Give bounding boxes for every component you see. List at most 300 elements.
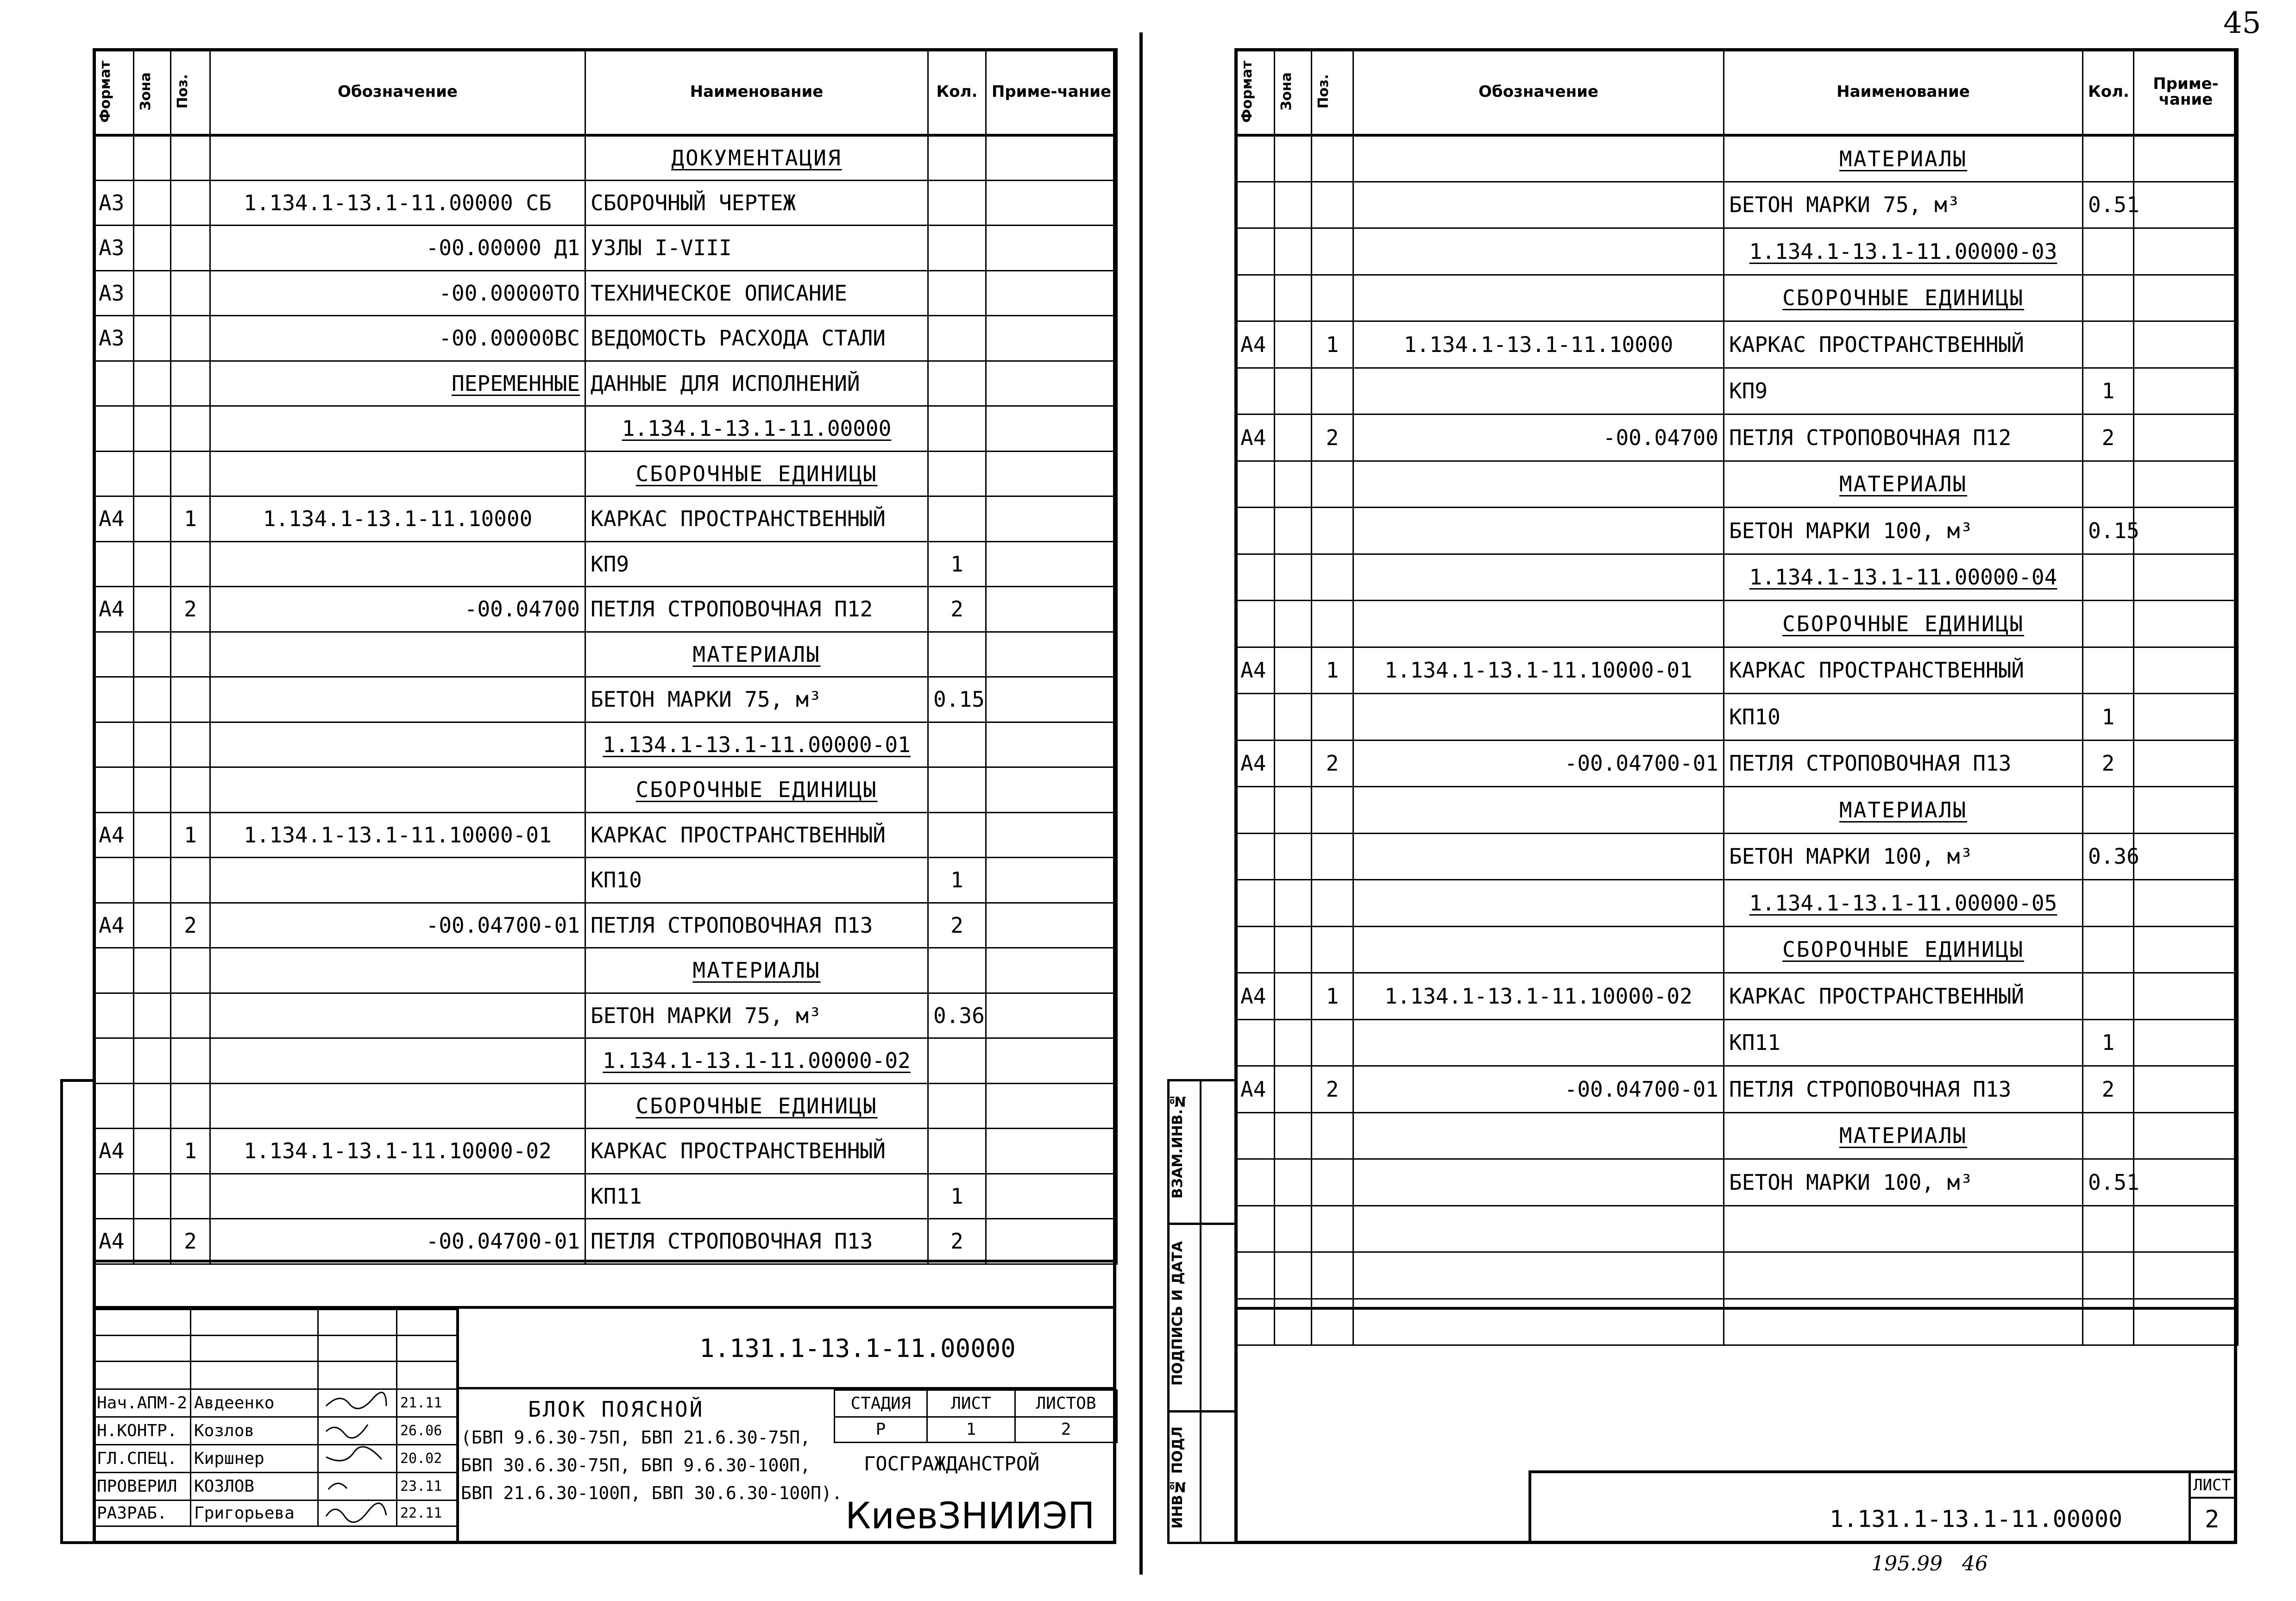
format-cell	[94, 993, 134, 1038]
zone-cell	[1275, 787, 1312, 834]
table-header-row	[1235, 49, 2238, 135]
name-cell: ДАННЫЕ ДЛЯ ИСПОЛНЕНИЙ	[585, 361, 928, 406]
name-cell: 1.134.1-13.1-11.00000-03	[1724, 228, 2083, 275]
qty-cell: 2	[2083, 740, 2134, 787]
signature-4	[318, 1473, 397, 1501]
right-sheet-number: 2	[2205, 1506, 2220, 1533]
name-cell: 1.134.1-13.1-11.00000-01	[585, 722, 928, 767]
designation-cell: 1.134.1-13.1-11.10000-02	[210, 1129, 585, 1174]
table-row	[1235, 880, 2238, 927]
format-cell	[1235, 601, 1275, 647]
table-row	[94, 812, 1117, 858]
format-cell	[1235, 1112, 1275, 1159]
side-label-vzam: ВЗАМ.ИНВ.№	[1170, 1093, 1186, 1199]
zone-cell	[1275, 275, 1312, 321]
name-5: Григорьева	[191, 1501, 318, 1526]
note-cell	[2134, 182, 2238, 228]
zone-cell	[134, 1219, 171, 1264]
table-row	[94, 948, 1117, 993]
format-cell: А4	[1235, 414, 1275, 461]
name-cell: ПЕТЛЯ СТРОПОВОЧНАЯ П12	[1724, 414, 2083, 461]
format-cell: А4	[94, 1129, 134, 1174]
format-cell	[1235, 508, 1275, 554]
zone-cell	[1275, 833, 1312, 880]
pos-cell	[171, 1083, 210, 1129]
zone-cell	[134, 270, 171, 316]
designation-cell	[1353, 182, 1724, 228]
signature-3	[318, 1445, 397, 1473]
qty-cell	[2083, 228, 2134, 275]
pos-cell: 1	[1312, 647, 1353, 694]
designation-cell	[210, 677, 585, 722]
signature-2	[318, 1417, 397, 1445]
table-row	[1235, 1299, 2238, 1345]
format-cell	[94, 858, 134, 903]
zone-cell	[1275, 135, 1312, 182]
name-cell: ПЕТЛЯ СТРОПОВОЧНАЯ П13	[585, 1219, 928, 1264]
format-cell: А3	[94, 226, 134, 271]
table-row	[1235, 1252, 2238, 1299]
qty-cell: 1	[928, 858, 986, 903]
pos-cell: 2	[1312, 414, 1353, 461]
right-drawing-code: 1.131.1-13.1-11.00000	[1830, 1506, 2123, 1532]
zone-cell	[1275, 973, 1312, 1020]
table-row	[1235, 368, 2238, 414]
format-cell	[94, 1174, 134, 1219]
zone-cell	[134, 1038, 171, 1084]
zone-cell	[1275, 414, 1312, 461]
table-row	[1235, 1112, 2238, 1159]
designation-cell	[210, 1174, 585, 1219]
pos-cell	[171, 677, 210, 722]
pos-cell: 2	[171, 1219, 210, 1264]
table-row	[94, 587, 1117, 632]
name-cell: КАРКАС ПРОСТРАНСТВЕННЫЙ	[585, 1129, 928, 1174]
date-4: 23.11	[397, 1473, 457, 1501]
designation-cell	[1353, 554, 1724, 601]
format-cell	[94, 722, 134, 767]
zone-cell	[1275, 321, 1312, 368]
right-spec-table	[1234, 48, 2239, 1346]
role-1: Нач.АПМ-2	[94, 1389, 191, 1417]
format-cell	[94, 406, 134, 452]
pos-cell	[171, 135, 210, 181]
header-format: Формат	[1235, 49, 1275, 135]
signature-1	[318, 1389, 397, 1417]
table-row	[94, 1038, 1117, 1084]
note-cell	[2134, 368, 2238, 414]
note-cell	[986, 993, 1117, 1038]
designation-cell: ПЕРЕМЕННЫЕ	[210, 361, 585, 406]
signature-row	[94, 1417, 457, 1445]
pos-cell: 2	[1312, 1066, 1353, 1113]
qty-cell: 1	[2083, 694, 2134, 741]
designation-cell	[1353, 694, 1724, 741]
table-row	[94, 180, 1117, 226]
designation-cell	[1353, 461, 1724, 508]
role-3: ГЛ.СПЕЦ.	[94, 1445, 191, 1473]
note-cell	[2134, 926, 2238, 973]
note-cell	[986, 812, 1117, 858]
zone-cell	[134, 496, 171, 542]
designation-cell	[210, 1083, 585, 1129]
zone-cell	[134, 180, 171, 226]
format-cell	[94, 1038, 134, 1084]
table-row	[94, 226, 1117, 271]
header-qty: Кол.	[928, 49, 986, 135]
pos-cell	[171, 767, 210, 813]
note-cell	[986, 1174, 1117, 1219]
header-note: Приме-чание	[986, 49, 1117, 135]
name-cell: 1.134.1-13.1-11.00000-04	[1724, 554, 2083, 601]
note-cell	[986, 361, 1117, 406]
note-cell	[2134, 1159, 2238, 1206]
name-cell: ДОКУМЕНТАЦИЯ	[585, 135, 928, 181]
table-row	[94, 1083, 1117, 1129]
stage-value: Р	[835, 1417, 927, 1443]
signature-5	[318, 1501, 397, 1526]
designation-cell: 1.134.1-13.1-11.10000-02	[1353, 973, 1724, 1020]
table-row	[94, 858, 1117, 903]
name-cell: СБОРОЧНЫЕ ЕДИНИЦЫ	[1724, 926, 2083, 973]
pos-cell: 2	[1312, 740, 1353, 787]
signature-row	[94, 1445, 457, 1473]
sheets-value: 2	[1015, 1417, 1117, 1443]
role-5: РАЗРАБ.	[94, 1501, 191, 1526]
qty-cell	[928, 226, 986, 271]
qty-cell	[928, 722, 986, 767]
note-cell	[2134, 1252, 2238, 1299]
qty-cell	[2083, 973, 2134, 1020]
pos-cell: 1	[1312, 973, 1353, 1020]
name-1: Авдеенко	[191, 1389, 318, 1417]
zone-cell	[1275, 1159, 1312, 1206]
designation-cell	[210, 451, 585, 496]
pos-cell	[1312, 880, 1353, 927]
format-cell: А3	[94, 270, 134, 316]
product-variant-line-3: БВП 21.6.30-100П, БВП 30.6.30-100П).	[461, 1483, 843, 1503]
note-cell	[986, 948, 1117, 993]
header-pos: Поз.	[1312, 49, 1353, 135]
name-cell	[1724, 1205, 2083, 1252]
name-cell: КП9	[585, 541, 928, 587]
header-zone: Зона	[134, 49, 171, 135]
format-cell: А4	[94, 903, 134, 948]
zone-cell	[134, 587, 171, 632]
zone-cell	[134, 1083, 171, 1129]
qty-cell: 1	[2083, 368, 2134, 414]
designation-cell	[1353, 1019, 1724, 1066]
designation-cell	[210, 541, 585, 587]
designation-cell	[210, 993, 585, 1038]
signature-row	[94, 1389, 457, 1417]
format-cell: А3	[94, 180, 134, 226]
zone-cell	[134, 948, 171, 993]
note-cell	[986, 541, 1117, 587]
qty-cell	[2083, 1252, 2134, 1299]
note-cell	[2134, 1019, 2238, 1066]
format-cell: А4	[1235, 973, 1275, 1020]
name-cell: МАТЕРИАЛЫ	[1724, 1112, 2083, 1159]
qty-cell	[928, 270, 986, 316]
designation-cell: 1.134.1-13.1-11.10000-01	[210, 812, 585, 858]
pos-cell: 1	[171, 496, 210, 542]
table-row	[1235, 135, 2238, 182]
format-cell	[1235, 1205, 1275, 1252]
format-cell: А4	[1235, 740, 1275, 787]
zone-cell	[134, 361, 171, 406]
zone-cell	[1275, 880, 1312, 927]
designation-cell	[1353, 1112, 1724, 1159]
pos-cell: 1	[171, 1129, 210, 1174]
table-row	[94, 1174, 1117, 1219]
note-cell	[986, 496, 1117, 542]
qty-cell	[928, 948, 986, 993]
name-cell: СБОРОЧНЫЕ ЕДИНИЦЫ	[585, 767, 928, 813]
pos-cell	[171, 541, 210, 587]
qty-cell: 2	[2083, 414, 2134, 461]
side-label-podpis: ПОДПИСЬ И ДАТА	[1170, 1241, 1186, 1386]
note-cell	[2134, 1066, 2238, 1113]
name-cell: СБОРОЧНЫЕ ЕДИНИЦЫ	[1724, 275, 2083, 321]
pos-cell	[1312, 182, 1353, 228]
qty-cell	[2083, 554, 2134, 601]
pos-cell	[1312, 1252, 1353, 1299]
qty-cell: 0.36	[928, 993, 986, 1038]
qty-cell: 0.51	[2083, 182, 2134, 228]
zone-cell	[1275, 601, 1312, 647]
note-cell	[2134, 1299, 2238, 1345]
name-cell: КАРКАС ПРОСТРАНСТВЕННЫЙ	[1724, 647, 2083, 694]
designation-cell	[210, 632, 585, 677]
pos-cell	[1312, 1159, 1353, 1206]
designation-cell	[210, 767, 585, 813]
table-row	[94, 767, 1117, 813]
pos-cell	[171, 632, 210, 677]
qty-cell	[2083, 787, 2134, 834]
zone-cell	[1275, 368, 1312, 414]
qty-cell	[928, 406, 986, 452]
format-cell	[1235, 1159, 1275, 1206]
pos-cell: 1	[171, 812, 210, 858]
pos-cell	[1312, 601, 1353, 647]
table-row	[94, 903, 1117, 948]
zone-cell	[1275, 1066, 1312, 1113]
name-cell: ПЕТЛЯ СТРОПОВОЧНАЯ П12	[585, 587, 928, 632]
table-row	[1235, 182, 2238, 228]
product-title: БЛОК ПОЯСНОЙ	[528, 1397, 705, 1422]
table-row	[94, 496, 1117, 542]
pos-cell: 2	[171, 587, 210, 632]
format-cell	[1235, 694, 1275, 741]
qty-cell: 1	[928, 541, 986, 587]
table-row	[1235, 1159, 2238, 1206]
zone-cell	[134, 993, 171, 1038]
designation-cell	[1353, 1299, 1724, 1345]
table-row	[1235, 321, 2238, 368]
note-cell	[2134, 694, 2238, 741]
qty-cell	[2083, 647, 2134, 694]
note-cell	[2134, 321, 2238, 368]
designation-cell: 1.134.1-13.1-11.10000-01	[1353, 647, 1724, 694]
format-cell	[94, 948, 134, 993]
table-row	[1235, 601, 2238, 647]
product-variant-line-1: (БВП 9.6.30-75П, БВП 21.6.30-75П,	[461, 1427, 811, 1448]
table-row	[94, 361, 1117, 406]
table-row	[1235, 973, 2238, 1020]
name-cell: КП10	[1724, 694, 2083, 741]
note-cell	[986, 767, 1117, 813]
pos-cell	[171, 270, 210, 316]
designation-cell: -00.00000 Д1	[210, 226, 585, 271]
format-cell: А4	[1235, 1066, 1275, 1113]
header-name: Наименование	[1724, 49, 2083, 135]
note-cell	[986, 270, 1117, 316]
qty-cell: 2	[928, 903, 986, 948]
designation-cell	[1353, 787, 1724, 834]
pos-cell: 2	[171, 903, 210, 948]
pos-cell	[1312, 1299, 1353, 1345]
format-cell	[94, 541, 134, 587]
format-cell	[94, 677, 134, 722]
note-cell	[2134, 740, 2238, 787]
designation-cell	[1353, 880, 1724, 927]
signature-row	[94, 1473, 457, 1501]
qty-cell	[2083, 321, 2134, 368]
name-cell: МАТЕРИАЛЫ	[1724, 787, 2083, 834]
note-cell	[986, 722, 1117, 767]
designation-cell	[1353, 926, 1724, 973]
date-3: 20.02	[397, 1445, 457, 1473]
name-cell: СБОРОЧНЫЕ ЕДИНИЦЫ	[585, 451, 928, 496]
header-name: Наименование	[585, 49, 928, 135]
qty-cell	[2083, 461, 2134, 508]
format-cell	[1235, 135, 1275, 182]
name-cell: 1.134.1-13.1-11.00000-02	[585, 1038, 928, 1084]
name-cell: КП9	[1724, 368, 2083, 414]
table-row	[94, 1219, 1117, 1264]
qty-cell	[2083, 135, 2134, 182]
zone-cell	[1275, 1299, 1312, 1345]
zone-cell	[134, 135, 171, 181]
name-4: КОЗЛОВ	[191, 1473, 318, 1501]
format-cell	[1235, 1019, 1275, 1066]
pos-cell	[1312, 694, 1353, 741]
format-cell	[1235, 926, 1275, 973]
header-note: Приме-чание	[2134, 49, 2238, 135]
qty-cell: 0.51	[2083, 1159, 2134, 1206]
designation-cell	[1353, 135, 1724, 182]
zone-cell	[134, 226, 171, 271]
format-cell	[1235, 833, 1275, 880]
name-cell	[1724, 1252, 2083, 1299]
format-cell	[1235, 787, 1275, 834]
qty-cell	[928, 1038, 986, 1084]
qty-cell	[2083, 880, 2134, 927]
pos-cell	[1312, 275, 1353, 321]
format-cell	[94, 767, 134, 813]
note-cell	[2134, 1205, 2238, 1252]
designation-cell	[210, 406, 585, 452]
zone-cell	[134, 812, 171, 858]
pos-cell	[1312, 461, 1353, 508]
name-cell: БЕТОН МАРКИ 100, м³	[1724, 1159, 2083, 1206]
pos-cell: 1	[1312, 321, 1353, 368]
zone-cell	[1275, 740, 1312, 787]
format-cell	[1235, 1252, 1275, 1299]
pos-cell	[171, 948, 210, 993]
name-cell: БЕТОН МАРКИ 100, м³	[1724, 833, 2083, 880]
pos-cell	[1312, 228, 1353, 275]
zone-cell	[134, 903, 171, 948]
pos-cell	[1312, 135, 1353, 182]
zone-cell	[1275, 182, 1312, 228]
format-cell: А4	[94, 812, 134, 858]
qty-cell	[2083, 926, 2134, 973]
qty-cell	[928, 361, 986, 406]
left-spec-table	[93, 48, 1118, 1265]
note-cell	[2134, 833, 2238, 880]
name-cell: ПЕТЛЯ СТРОПОВОЧНАЯ П13	[1724, 1066, 2083, 1113]
designation-cell: -00.00000ТО	[210, 270, 585, 316]
zone-cell	[1275, 508, 1312, 554]
table-row	[94, 677, 1117, 722]
qty-cell: 0.15	[2083, 508, 2134, 554]
header-designation: Обозначение	[210, 49, 585, 135]
note-cell	[986, 1083, 1117, 1129]
pos-cell	[171, 1038, 210, 1084]
format-cell	[1235, 228, 1275, 275]
designation-cell	[1353, 508, 1724, 554]
name-2: Козлов	[191, 1417, 318, 1445]
note-cell	[986, 406, 1117, 452]
format-cell: А4	[94, 496, 134, 542]
name-cell: БЕТОН МАРКИ 75, м³	[1724, 182, 2083, 228]
pos-cell	[171, 361, 210, 406]
qty-cell	[928, 316, 986, 361]
zone-cell	[1275, 1019, 1312, 1066]
designation-cell: -00.04700-01	[1353, 1066, 1724, 1113]
zone-cell	[1275, 228, 1312, 275]
table-row	[94, 451, 1117, 496]
designation-cell	[1353, 833, 1724, 880]
name-cell: УЗЛЫ I-VIII	[585, 226, 928, 271]
table-row	[1235, 461, 2238, 508]
pos-cell	[1312, 926, 1353, 973]
header-format: Формат	[94, 49, 134, 135]
name-3: Киршнер	[191, 1445, 318, 1473]
qty-cell	[928, 812, 986, 858]
pos-cell	[1312, 508, 1353, 554]
table-row	[1235, 1019, 2238, 1066]
designation-cell	[1353, 1252, 1724, 1299]
note-cell	[2134, 1112, 2238, 1159]
name-cell	[1724, 1299, 2083, 1345]
name-cell: КАРКАС ПРОСТРАНСТВЕННЫЙ	[1724, 321, 2083, 368]
note-cell	[986, 226, 1117, 271]
pos-cell	[171, 316, 210, 361]
note-cell	[2134, 508, 2238, 554]
qty-cell	[928, 135, 986, 181]
note-cell	[2134, 787, 2238, 834]
note-cell	[2134, 973, 2238, 1020]
zone-cell	[134, 406, 171, 452]
note-cell	[986, 903, 1117, 948]
format-cell	[1235, 368, 1275, 414]
name-cell: СБОРОЧНЫЙ ЧЕРТЕЖ	[585, 180, 928, 226]
qty-cell	[2083, 275, 2134, 321]
designation-cell	[1353, 1159, 1724, 1206]
